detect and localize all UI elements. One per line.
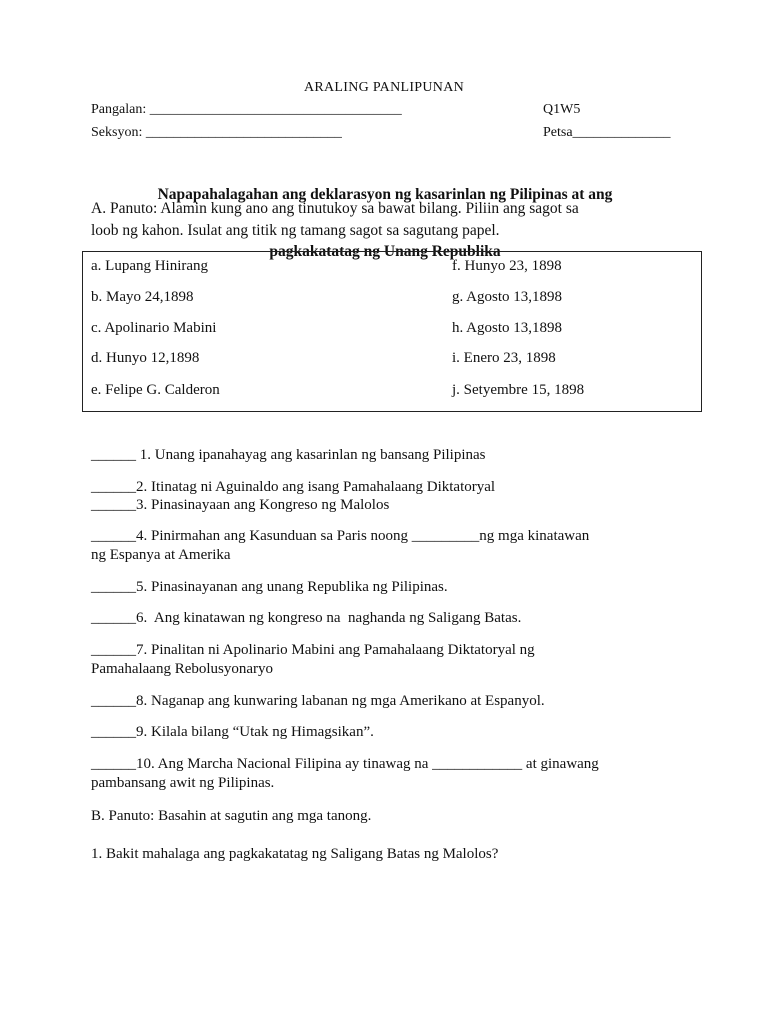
- question-9: [91, 723, 691, 742]
- lesson-heading-line2: pagkakatatag ng Unang Republika: [269, 243, 501, 260]
- part-b-instruction: B. Panuto: Basahin at sagutin ang mga tanong.: [91, 808, 372, 824]
- question-7-line2: Pamahalaang Rebolusyonaryo: [91, 661, 274, 677]
- choice-f: f. Hunyo 23, 1898: [452, 258, 562, 274]
- question-4-line1: ______4. Pinirmahan ang Kasunduan sa Paris noong _________ng mga kinatawan: [91, 528, 590, 544]
- question-7-line1: ______7. Pinalitan ni Apolinario Mabini ang Pamahalaang Diktatoryal ng: [91, 642, 535, 658]
- question-8: [91, 692, 691, 711]
- question-8-text: ______8. Naganap ang kunwaring labanan ng mga Amerikano at Espanyol.: [91, 693, 545, 709]
- question-7: [91, 641, 691, 679]
- question-10-line2: pambansang awit ng Pilipinas.: [91, 775, 275, 791]
- choice-i: i. Enero 23, 1898: [452, 350, 556, 366]
- choice-c: c. Apolinario Mabini: [91, 320, 217, 336]
- question-6-text: ______6. Ang kinatawan ng kongreso na naghanda ng Saligang Batas.: [91, 610, 522, 626]
- question-3-text: ______3. Pinasinayaan ang Kongreso ng Malolos: [91, 497, 390, 513]
- part-a-instruction: [91, 198, 691, 242]
- choice-g: g. Agosto 13,1898: [452, 289, 563, 305]
- question-5-text: ______5. Pinasinayanan ang unang Republika ng Pilipinas.: [91, 579, 448, 595]
- part-b-question-1: 1. Bakit mahalaga ang pagkakatatag ng Saligang Batas ng Malolos?: [91, 846, 499, 862]
- lesson-heading-line1: Napapahalagahan ang deklarasyon ng kasarinlan ng Pilipinas at ang: [157, 186, 613, 203]
- question-10-line1: ______10. Ang Marcha Nacional Filipina ay tinawag na ____________ at ginawang: [91, 756, 599, 772]
- choices-box: [82, 251, 702, 412]
- question-4: [91, 527, 691, 565]
- question-5: [91, 578, 691, 597]
- question-3: [91, 496, 691, 515]
- part-a-instruction-line1: A. Panuto: Alamin kung ano ang tinutukoy sa bawat bilang. Piliin ang sagot sa: [91, 200, 579, 217]
- question-10: [91, 755, 691, 793]
- question-4-line2: ng Espanya at Amerika: [91, 547, 231, 563]
- quarter-week-code: Q1W5: [543, 102, 581, 117]
- choice-j: j. Setyembre 15, 1898: [452, 382, 585, 398]
- choice-b: b. Mayo 24,1898: [91, 289, 194, 305]
- worksheet-title: ARALING PANLIPUNAN: [303, 80, 465, 95]
- question-1-text: ______ 1. Unang ipanahayag ang kasarinlan ng bansang Pilipinas: [91, 447, 486, 463]
- question-1: [91, 446, 691, 465]
- question-2: [91, 478, 691, 497]
- choice-d: d. Hunyo 12,1898: [91, 350, 200, 366]
- question-2-text: ______2. Itinatag ni Aguinaldo ang isang Pamahalaang Diktatoryal: [91, 479, 496, 495]
- section-field-label: Seksyon: ____________________________: [91, 125, 342, 140]
- part-a-instruction-line2: loob ng kahon. Isulat ang titik ng tamang sagot sa sagutang papel.: [91, 222, 500, 239]
- question-9-text: ______9. Kilala bilang “Utak ng Himagsikan”.: [91, 724, 374, 740]
- choice-h: h. Agosto 13,1898: [452, 320, 563, 336]
- name-field-label: Pangalan: ____________________________________: [91, 102, 402, 117]
- choice-e: e. Felipe G. Calderon: [91, 382, 220, 398]
- choice-a: a. Lupang Hinirang: [91, 258, 209, 274]
- date-field-label: Petsa______________: [543, 125, 671, 140]
- question-6: [91, 609, 691, 628]
